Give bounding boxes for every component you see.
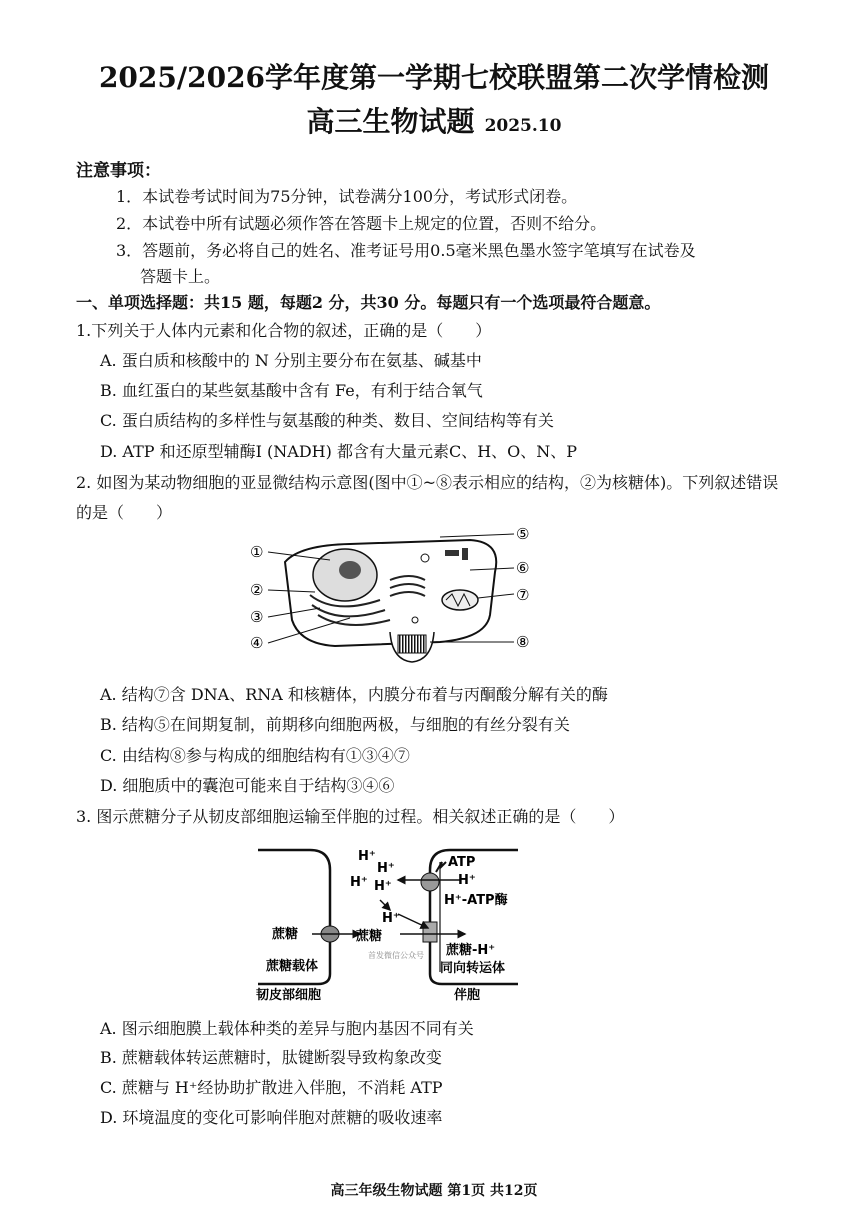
q3-stem: 3. 图示蔗糖分子从韧皮部细胞运输至伴胞的过程。相关叙述正确的是（ ）	[76, 807, 625, 826]
notice-item-3: 3．答题前，务必将自己的姓名、准考证号用0.5毫米黑色墨水签字笔填写在试卷及	[116, 241, 696, 260]
svg-text:H⁺: H⁺	[382, 911, 400, 926]
q1-stem: 1.下列关于人体内元素和化合物的叙述，正确的是（ ）	[76, 321, 492, 340]
notice-heading: 注意事项：	[76, 161, 161, 181]
q2-option-c: C. 由结构⑧参与构成的细胞结构有①③④⑦	[100, 746, 410, 765]
exam-date: 2025.10	[484, 116, 562, 136]
centriole-shape	[445, 550, 459, 556]
label-4: ④	[250, 634, 264, 652]
label-2: ②	[250, 581, 264, 599]
q2-option-a: A. 结构⑦含 DNA、RNA 和核糖体，内膜分布着与丙酮酸分解有关的酶	[100, 685, 608, 704]
label-6: ⑥	[516, 559, 530, 577]
svg-text:H⁺: H⁺	[458, 873, 476, 888]
q1-option-d: D. ATP 和还原型辅酶Ⅰ (NADH) 都含有大量元素C、H、O、N、P	[100, 442, 578, 461]
subject-title: 高三生物试题	[306, 105, 475, 138]
sucrose-carrier-label: 蔗糖载体	[266, 959, 319, 974]
label-5: ⑤	[516, 525, 530, 543]
svg-text:H⁺: H⁺	[358, 849, 376, 864]
page-footer: 高三年级生物试题 第1页 共12页	[330, 1183, 538, 1199]
h-atpase-label: H⁺-ATP酶	[444, 893, 508, 908]
companion-cell-label: 伴胞	[454, 988, 481, 1003]
atp-label: ATP	[448, 855, 476, 870]
label-7: ⑦	[516, 586, 530, 604]
q1-option-a: A. 蛋白质和核酸中的 N 分别主要分布在氨基、碱基中	[100, 351, 482, 370]
section-heading: 一、单项选择题：共15 题，每题2 分，共30 分。每题只有一个选项最符合题意。	[76, 293, 661, 312]
q1-option-b: B. 血红蛋白的某些氨基酸中含有 Fe，有利于结合氧气	[100, 381, 483, 400]
q3-option-a: A. 图示细胞膜上载体种类的差异与胞内基因不同有关	[100, 1019, 474, 1038]
mitochondrion-shape	[442, 590, 478, 610]
sucrose-label-left: 蔗糖	[272, 927, 299, 942]
exam-title: 2025/2026学年度第一学期七校联盟第二次学情检测	[98, 61, 770, 94]
phloem-cell-label: 韧皮部细胞	[256, 988, 322, 1003]
cotransporter-pair-label: 蔗糖-H⁺	[446, 943, 496, 958]
svg-text:H⁺: H⁺	[350, 875, 368, 890]
label-3: ③	[250, 608, 264, 626]
sucrose-transport-figure	[250, 842, 530, 1004]
svg-text:H⁺: H⁺	[377, 861, 395, 876]
exam-subtitle	[0, 100, 868, 140]
notice-item-3-cont: 答题卡上。	[140, 267, 221, 286]
q3-option-b: B. 蔗糖载体转运蔗糖时，肽键断裂导致构象改变	[100, 1048, 442, 1067]
watermark: 首发微信公众号	[368, 951, 424, 960]
cotransporter-shape	[423, 922, 437, 942]
cotransporter-label: 同向转运体	[440, 961, 506, 976]
q2-stem-line1: 2. 如图为某动物细胞的亚显微结构示意图(图中①~⑧表示相应的结构，②为核糖体)。下列叙述错误	[76, 473, 779, 492]
q2-option-b: B. 结构⑤在间期复制，前期移向细胞两极，与细胞的有丝分裂有关	[100, 715, 570, 734]
notice-item-2: 2．本试卷中所有试题必须作答在答题卡上规定的位置，否则不给分。	[116, 214, 607, 233]
q1-option-c: C. 蛋白质结构的多样性与氨基酸的种类、数目、空间结构等有关	[100, 411, 554, 430]
q2-option-d: D. 细胞质中的囊泡可能来自于结构③④⑥	[100, 776, 395, 795]
svg-text:H⁺: H⁺	[374, 879, 392, 894]
q3-option-d: D. 环境温度的变化可影响伴胞对蔗糖的吸收速率	[100, 1108, 443, 1127]
sucrose-label-mid: 蔗糖	[356, 929, 383, 944]
nucleolus-shape	[339, 561, 361, 579]
label-8: ⑧	[516, 633, 530, 651]
q3-option-c: C. 蔗糖与 H⁺经协助扩散进入伴胞，不消耗 ATP	[100, 1078, 443, 1097]
label-1: ①	[250, 543, 264, 561]
membrane-zoom-shape	[398, 635, 426, 653]
animal-cell-figure	[240, 520, 540, 670]
notice-item-1: 1．本试卷考试时间为75分钟，试卷满分100分，考试形式闭卷。	[116, 187, 578, 206]
q2-stem-line2: 的是（ ）	[76, 503, 173, 522]
h-atpase-shape	[421, 873, 439, 891]
